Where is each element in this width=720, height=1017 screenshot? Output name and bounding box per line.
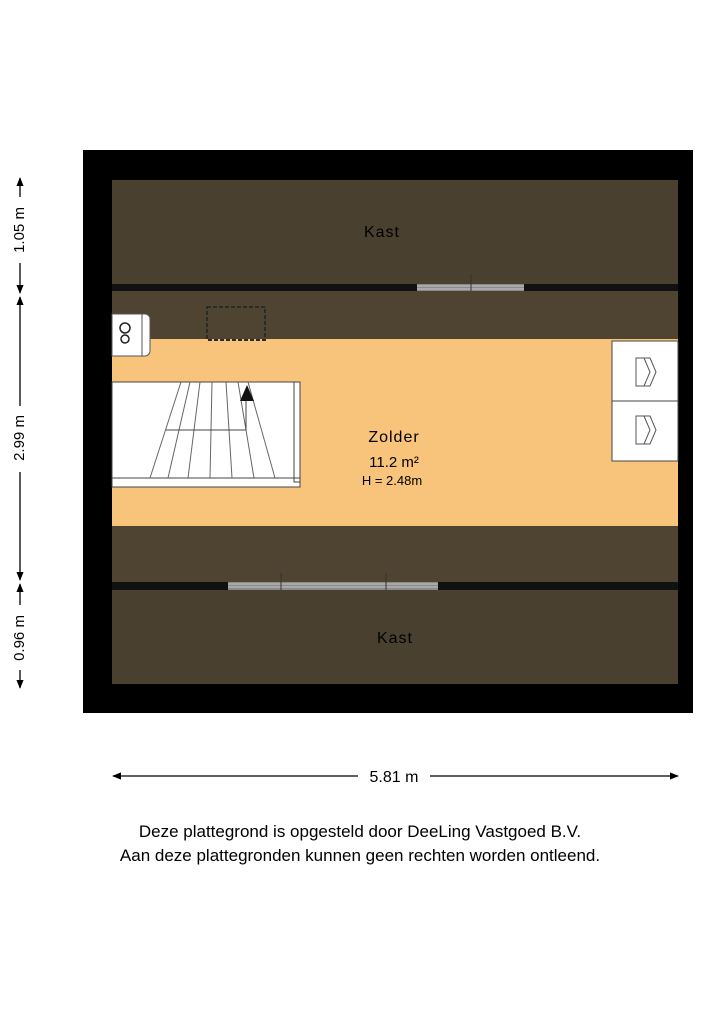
disclaimer-line-2: Aan deze plattegronden kunnen geen rechten worden ontleend. <box>119 846 601 865</box>
attic-height: H = 2.48m <box>361 473 423 488</box>
top-partition-wall <box>112 284 417 291</box>
svg-text:5.81 m: 5.81 m <box>369 769 419 786</box>
top-closet-label: Kast <box>363 224 401 241</box>
skylight-icon <box>612 341 678 461</box>
attic-area: 11.2 m² <box>369 454 419 471</box>
dimension-top-closet <box>11 178 28 293</box>
bottom-closet-label: Kast <box>376 630 414 647</box>
boiler-icon <box>112 314 150 356</box>
bottom-partition-wall-left <box>112 582 228 590</box>
attic-low-ceiling-top <box>112 291 678 339</box>
svg-text:0.96 m: 0.96 m <box>10 615 28 661</box>
bottom-partition-wall-right <box>438 582 678 590</box>
dimension-total-width <box>113 769 678 786</box>
svg-text:2.99 m: 2.99 m <box>10 415 28 461</box>
svg-text:1.05 m: 1.05 m <box>10 207 28 253</box>
top-partition-wall-right <box>524 284 678 291</box>
dimension-bottom-closet <box>11 584 28 688</box>
attic-label: Zolder <box>368 429 420 446</box>
attic-low-ceiling-bottom <box>112 526 678 582</box>
staircase-icon <box>112 382 300 487</box>
dimension-attic <box>11 297 28 580</box>
disclaimer-line-1: Deze plattegrond is opgesteld door DeeLing Vastgoed B.V. <box>138 822 582 841</box>
